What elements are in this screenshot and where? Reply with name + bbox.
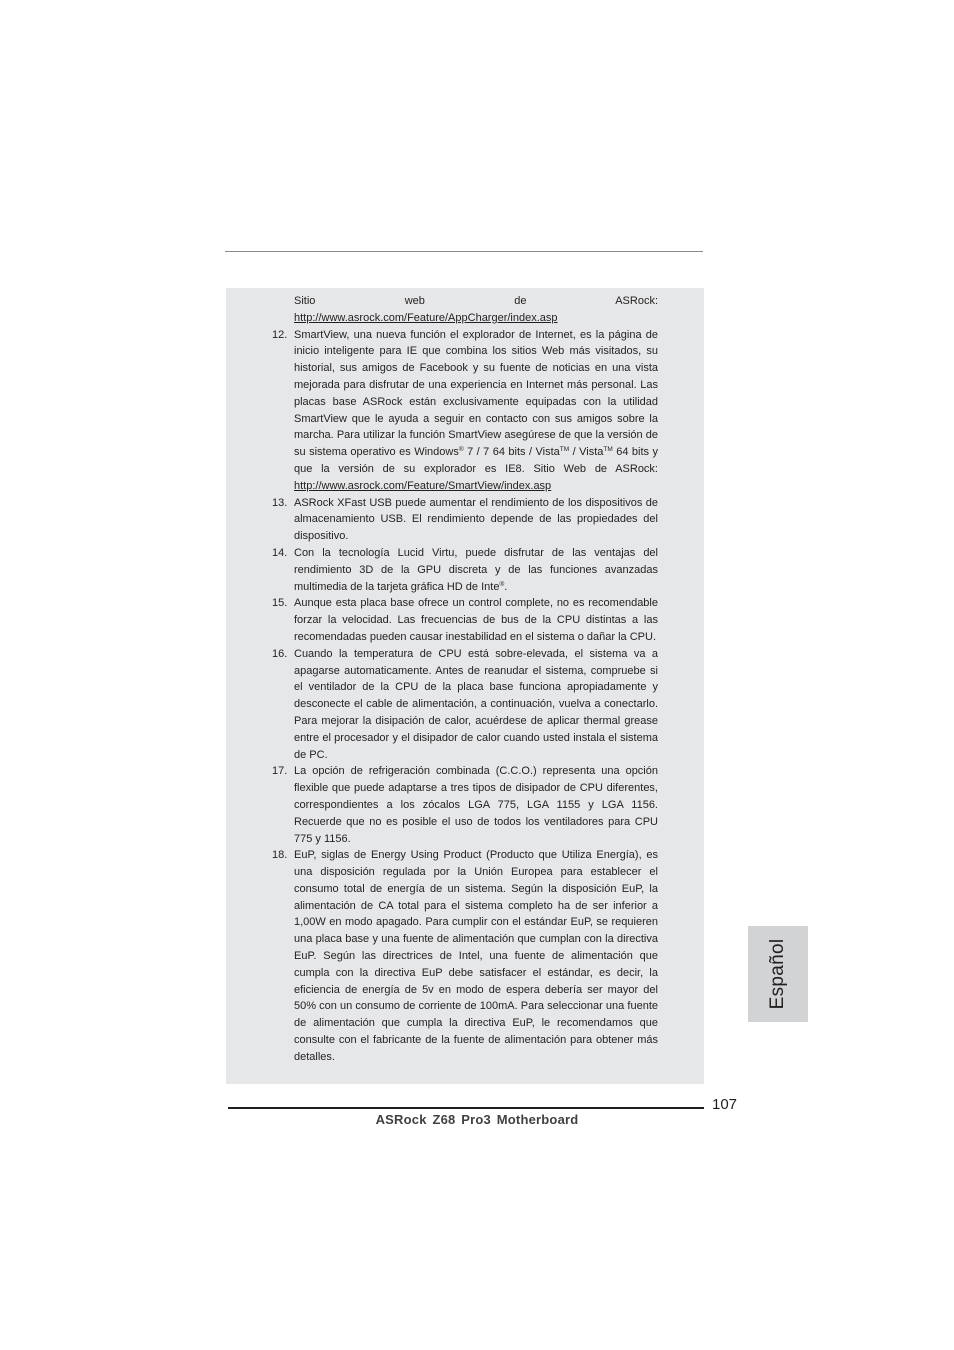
list-item — [268, 763, 658, 847]
item-number: 15. — [272, 597, 288, 610]
page-number: 107 — [712, 1096, 738, 1113]
list-item — [268, 495, 658, 545]
language-tab-label: Español — [767, 938, 788, 1010]
item-number: 18. — [272, 849, 288, 862]
item-number: 16. — [272, 647, 288, 660]
list-item — [268, 646, 658, 764]
trademark-mark: TM — [603, 446, 613, 454]
trademark-mark: TM — [559, 446, 570, 454]
registered-mark: ® — [458, 446, 464, 454]
item-text: Con la tecnología Lucid Virtu, puede disfrutar de las ventajas del rendimiento 3D de la GPU discreta y de las funciones avanzadas multimedia de la tarjeta gráfica HD de Inte®. — [294, 546, 658, 593]
item-text: Sitio web de ASRock: http://www.asrock.com/Feature/AppCharger/index.asp — [294, 295, 658, 324]
footer-divider — [228, 1107, 704, 1109]
list-item — [268, 847, 658, 1065]
list-item — [268, 327, 658, 495]
list-item — [268, 595, 658, 645]
item-text: Cuando la temperatura de CPU está sobre-elevada, el sistema va a apagarse automaticamente. Antes de reanudar el sistema, compruebe si el ventilador de la CPU de la placa base funciona apropiadamente y desconecte el cable de alimentación, a continuación, vuelva a conectarlo. Para mejorar la disipación de calor, acuérdese de aplicar thermal grease entre el procesador y el disipador de calor cuando usted instala el sistema de PC. — [294, 647, 658, 761]
item-text: Aunque esta placa base ofrece un control complete, no es recomendable forzar la velocidad. Las frecuencias de bus de la CPU distintas a las recomendadas pueden causar inestabilidad en el sistema o dañar la CPU. — [294, 597, 658, 643]
notes-list — [268, 293, 658, 1066]
footer-title: ASRock Z68 Pro3 Motherboard — [375, 1112, 579, 1127]
language-tab — [748, 926, 808, 1022]
appcharger-link[interactable]: http://www.asrock.com/Feature/AppCharger/index.asp — [294, 311, 558, 324]
item-number: 17. — [272, 765, 288, 778]
item-text: SmartView, una nueva función el explorador de Internet, es la página de inicio inteligente para IE que combina los sitios Web más visitados, su historial, sus amigos de Facebook y su fuente de noticias en una vista mejorada para disfrutar de una experiencia en Internet más personal. Las placas base ASRock están exclusivamente equipadas con la utilidad SmartView que le ayuda a seguir en contacto con sus amigos sobre la marcha. Para utilizar la función SmartView asegúrese de que la versión de su sistema operativo es Windows® 7 / 7 64 bits / Vista™ / Vista™ 64 bits y que la versión de su explorador es IE8. Sitio Web de ASRock: http://www.asrock.com/Feature/SmartView/index.asp — [294, 328, 658, 492]
registered-mark: ® — [499, 580, 505, 588]
item-number: 12. — [272, 328, 288, 341]
item-text: La opción de refrigeración combinada (C.C.O.) representa una opción flexible que puede adaptarse a tres tipos de disipador de CPU diferentes, correspondientes a los zócalos LGA 775, LGA 1155 y LGA 1156. Recuerde que no es posible el uso de todos los ventiladores para CPU 775 y 1156. — [294, 765, 658, 845]
item-text: ASRock XFast USB puede aumentar el rendimiento de los dispositivos de almacenamiento USB. El rendimiento depende de las propiedades del dispositivo. — [294, 496, 658, 543]
top-divider — [225, 251, 703, 252]
smartview-link[interactable]: http://www.asrock.com/Feature/SmartView/index.asp — [294, 479, 552, 492]
item-text: EuP, siglas de Energy Using Product (Producto que Utiliza Energía), es una disposición regulada por la Unión Europea para establecer el consumo total de energía de un sistema. Según la disposición EuP, la alimentación de CA total para el sistema completo ha de ser inferior a 1,00W en modo apagado. Para cumplir con el estándar EuP, se requieren una placa base y una fuente de alimentación que cumplan con la directiva EuP. Según las directrices de Intel, una fuente de alimentación que cumpla con la directiva EuP debe satisfacer el estándar, es decir, la eficiencia de energía de 5v en modo de espera debería ser mayor del 50% con un consumo de corriente de 100mA. Para seleccionar una fuente de alimentación que cumpla la directiva EuP, le recomendamos que consulte con el fabricante de la fuente de alimentación para obtener más detalles. — [294, 849, 658, 1063]
list-item — [268, 545, 658, 595]
item-number: 14. — [272, 546, 288, 559]
list-item — [268, 293, 658, 327]
item-number: 13. — [272, 496, 288, 509]
